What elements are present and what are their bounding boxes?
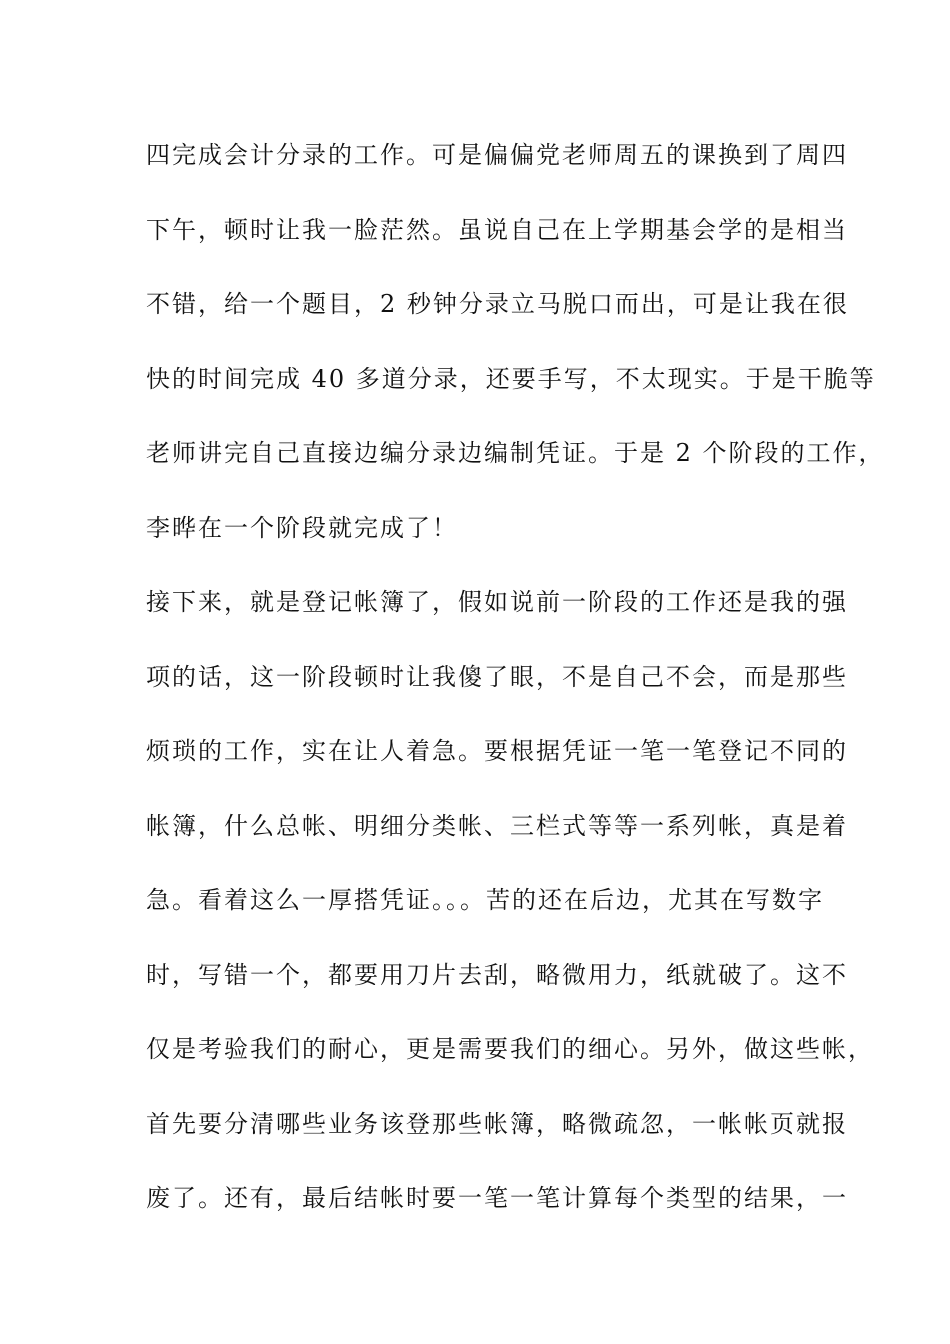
- text-line: 项的话，这一阶段顿时让我傻了眼，不是自己不会，而是那些: [146, 663, 848, 691]
- text-line: 首先要分清哪些业务该登那些帐簿，略微疏忽，一帐帐页就报: [146, 1110, 848, 1138]
- text-line: 接下来，就是登记帐簿了，假如说前一阶段的工作还是我的强: [146, 588, 848, 616]
- text-line: 急。看着这么一厚搭凭证。。。苦的还在后边，尤其在写数字: [146, 886, 824, 914]
- text-line: 不错，给一个题目，2 秒钟分录立马脱口而出，可是让我在很: [146, 290, 849, 318]
- text-line: 李晔在一个阶段就完成了！: [146, 514, 458, 542]
- text-line: 烦琐的工作，实在让人着急。要根据凭证一笔一笔登记不同的: [146, 737, 848, 765]
- text-line: 仅是考验我们的耐心，更是需要我们的细心。另外，做这些帐，: [146, 1035, 874, 1063]
- text-line: 快的时间完成 40 多道分录，还要手写，不太现实。于是干脆等: [146, 365, 876, 393]
- text-line: 废了。还有，最后结帐时要一笔一笔计算每个类型的结果，一: [146, 1184, 848, 1212]
- text-line: 下午，顿时让我一脸茫然。虽说自己在上学期基会学的是相当: [146, 216, 848, 244]
- text-line: 四完成会计分录的工作。可是偏偏党老师周五的课换到了周四: [146, 141, 848, 169]
- text-line: 时，写错一个，都要用刀片去刮，略微用力，纸就破了。这不: [146, 961, 848, 989]
- text-line: 帐簿，什么总帐、明细分类帐、三栏式等等一系列帐，真是着: [146, 812, 848, 840]
- text-line: 老师讲完自己直接边编分录边编制凭证。于是 2 个阶段的工作，: [146, 439, 885, 467]
